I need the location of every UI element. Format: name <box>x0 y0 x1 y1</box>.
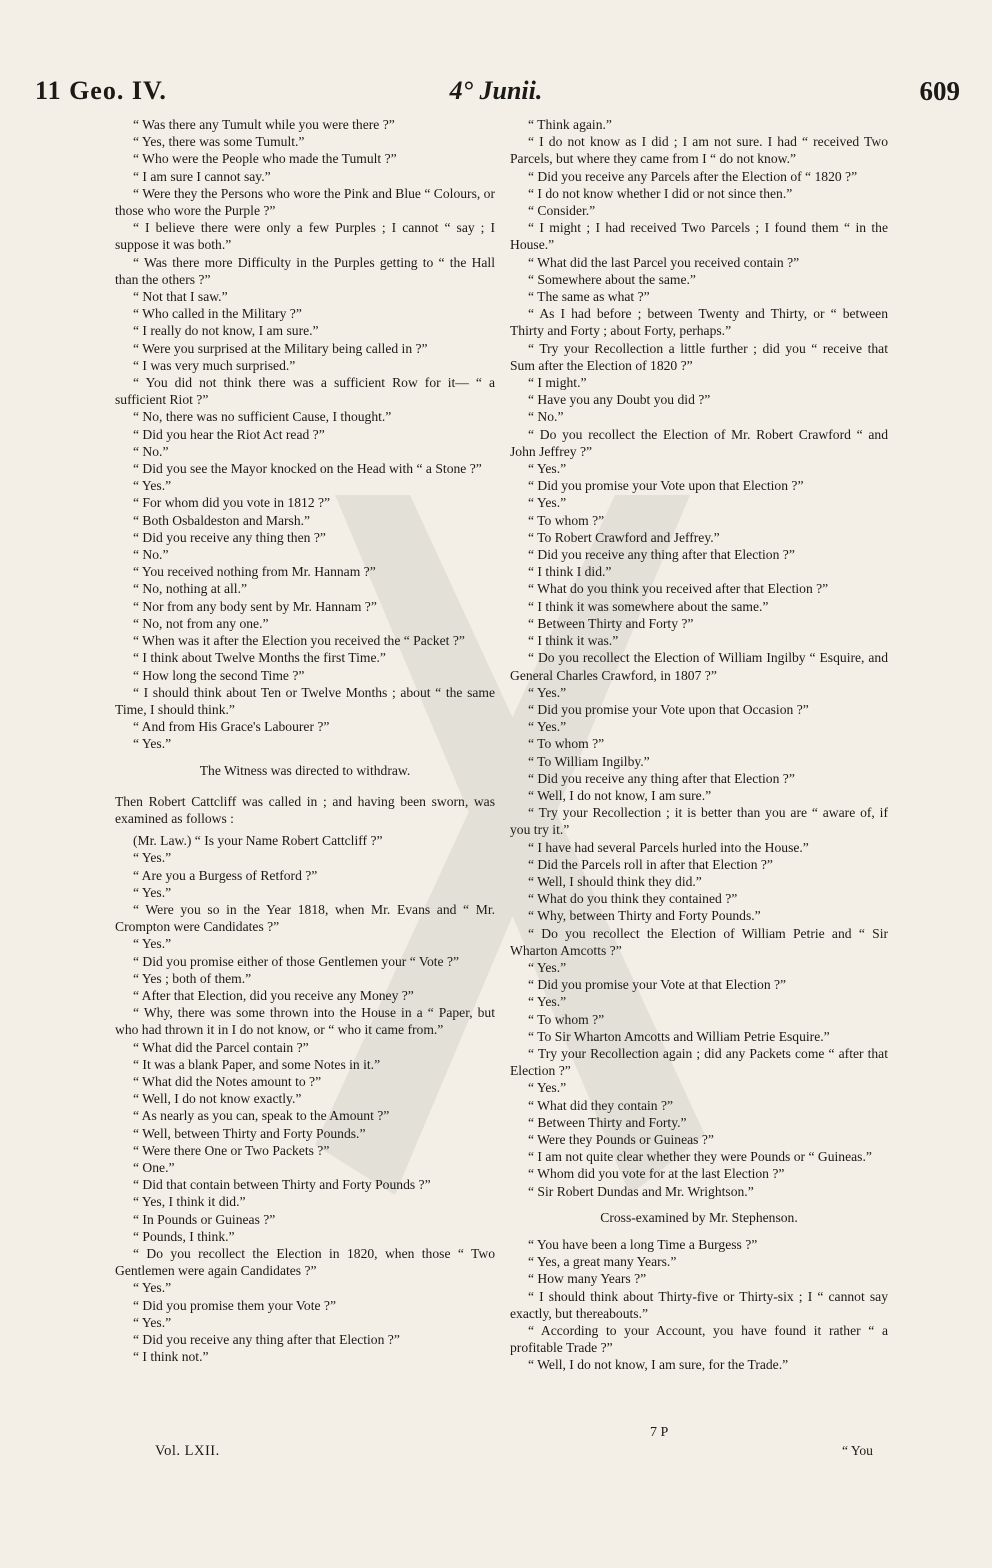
paragraph: “ Yes.” <box>528 461 567 477</box>
paragraph: “ Somewhere about the same.” <box>528 271 696 287</box>
paragraph: “ As nearly as you can, speak to the Amount ?” <box>133 1108 390 1124</box>
paragraph: “ Yes.” <box>133 1280 172 1296</box>
paragraph: “ To Sir Wharton Amcotts and William Petrie Esquire.” <box>528 1028 830 1044</box>
paragraph: “ No.” <box>133 547 169 563</box>
paragraph: “ How many Years ?” <box>528 1271 647 1287</box>
paragraph: “ Pounds, I think.” <box>133 1228 235 1244</box>
paragraph: “ After that Election, did you receive any Money ?” <box>133 987 414 1003</box>
right-column <box>510 116 888 1374</box>
catchword: “ You <box>842 1443 873 1458</box>
paragraph: “ What did the Parcel contain ?” <box>133 1039 309 1055</box>
paragraph: “ I think about Twelve Months the first Time.” <box>133 650 386 666</box>
paragraph: “ You have been a long Time a Burgess ?” <box>528 1237 758 1252</box>
paragraph: “ Try your Recollection a little further ; did you “ receive that Sum after the Election of 1820 ?” <box>510 340 888 373</box>
paragraph: “ Who were the People who made the Tumult ?” <box>133 151 397 167</box>
paragraph: “ Did you receive any thing after that Election ?” <box>528 770 795 786</box>
paragraph: “ How long the second Time ?” <box>133 667 305 683</box>
paragraph: “ Nor from any body sent by Mr. Hannam ?” <box>133 598 377 614</box>
paragraph: Cross-examined by Mr. Stephenson. <box>600 1209 798 1225</box>
paragraph: “ I am not quite clear whether they were Pounds or “ Guineas.” <box>528 1149 872 1165</box>
paragraph: “ Did you promise your Vote at that Election ?” <box>528 977 787 993</box>
paragraph: “ Do you recollect the Election of William Ingilby “ Esquire, and General Charles Crawford, in 1807 ?” <box>510 650 888 683</box>
paragraph: “ Did you promise them your Vote ?” <box>133 1297 336 1313</box>
paragraph: “ Did you receive any thing after that Election ?” <box>133 1332 400 1348</box>
paragraph: “ I really do not know, I am sure.” <box>133 323 319 339</box>
paragraph: “ No, there was no sufficient Cause, I thought.” <box>133 409 392 425</box>
paragraph: “ Were there One or Two Packets ?” <box>133 1142 330 1158</box>
paragraph: “ No, not from any one.” <box>133 615 269 631</box>
paragraph: “ Were you surprised at the Military being called in ?” <box>133 340 428 356</box>
paragraph: “ Was there any Tumult while you were there ?” <box>133 117 395 132</box>
paragraph: “ Do you recollect the Election of William Petrie and “ Sir Wharton Amcotts ?” <box>510 925 888 958</box>
paragraph: “ Yes.” <box>133 884 172 900</box>
paragraph: “ Did you receive any thing then ?” <box>133 529 326 545</box>
paragraph: “ Yes, I think it did.” <box>133 1194 246 1210</box>
paragraph: “ Yes, a great many Years.” <box>528 1254 677 1270</box>
paragraph: “ No, nothing at all.” <box>133 581 248 597</box>
paragraph: “ Yes.” <box>528 684 567 700</box>
paragraph: “ I should think about Ten or Twelve Months ; about “ the same Time, I should think.” <box>115 684 495 717</box>
paragraph: “ Well, between Thirty and Forty Pounds.” <box>133 1125 366 1141</box>
paragraph: “ Were they Pounds or Guineas ?” <box>528 1131 714 1147</box>
paragraph: “ It was a blank Paper, and some Notes in it.” <box>133 1056 381 1072</box>
paragraph: “ I think I did.” <box>528 564 612 580</box>
paragraph: “ You did not think there was a sufficient Row for it— “ a sufficient Riot ?” <box>115 375 495 408</box>
paragraph: “ I might ; I had received Two Parcels ; I found them “ in the House.” <box>510 220 888 253</box>
paragraph: “ Yes.” <box>528 959 567 975</box>
paragraph: “ Did the Parcels roll in after that Election ?” <box>528 856 773 872</box>
paragraph: “ Think again.” <box>528 117 612 132</box>
date-heading: 4° Junii. <box>449 76 543 105</box>
paragraph: “ I think it was.” <box>528 633 619 649</box>
paragraph: “ What do you think you received after that Election ?” <box>528 581 829 597</box>
paragraph: “ You received nothing from Mr. Hannam ?” <box>133 564 376 580</box>
paragraph: “ Yes.” <box>133 478 172 494</box>
paragraph: “ Yes.” <box>528 495 567 511</box>
paragraph: “ Consider.” <box>528 203 596 219</box>
paragraph: “ When was it after the Election you received the “ Packet ?” <box>133 633 465 649</box>
paragraph: “ Try your Recollection ; it is better than you are “ aware of, if you try it.” <box>510 805 888 838</box>
paragraph: The Witness was directed to withdraw. <box>199 762 411 778</box>
paragraph: “ Did you receive any Parcels after the Election of “ 1820 ?” <box>528 168 858 184</box>
paragraph: “ I think not.” <box>133 1349 209 1365</box>
paragraph: “ I do not know as I did ; I am not sure. I had “ received Two Parcels, but where they came from I “ do not know.” <box>510 134 888 167</box>
paragraph: “ What do you think they contained ?” <box>528 891 738 907</box>
paragraph: “ Well, I do not know, I am sure.” <box>528 787 712 803</box>
paragraph: “ Was there more Difficulty in the Purples getting to “ the Hall than the others ?” <box>115 254 495 287</box>
paragraph: “ To Robert Crawford and Jeffrey.” <box>528 529 720 545</box>
paragraph: “ Why, between Thirty and Forty Pounds.” <box>528 908 761 924</box>
paragraph: “ I do not know whether I did or not since then.” <box>528 185 793 201</box>
paragraph: “ Yes.” <box>133 850 172 866</box>
paragraph: “ The same as what ?” <box>528 289 650 305</box>
paragraph: “ Were you so in the Year 1818, when Mr. Evans and “ Mr. Crompton were Candidates ?” <box>115 901 495 935</box>
paragraph: “ Between Thirty and Forty ?” <box>528 615 694 631</box>
paragraph: (Mr. Law.) “ Is your Name Robert Cattcliff ?” <box>133 833 383 849</box>
paragraph: “ To whom ?” <box>528 736 605 752</box>
paragraph: “ No.” <box>528 409 564 425</box>
paragraph: “ According to your Account, you have found it rather “ a profitable Trade ?” <box>510 1323 888 1356</box>
paragraph: “ Did you promise either of those Gentlemen your “ Vote ?” <box>133 953 460 969</box>
paragraph: “ Did you hear the Riot Act read ?” <box>133 426 325 442</box>
paragraph: “ Both Osbaldeston and Marsh.” <box>133 512 311 528</box>
paragraph: “ To whom ?” <box>528 512 605 528</box>
paragraph: “ Not that I saw.” <box>133 289 228 305</box>
paragraph: “ Are you a Burgess of Retford ?” <box>133 867 318 883</box>
paragraph: “ Between Thirty and Forty.” <box>528 1114 687 1130</box>
paragraph: “ What did the Notes amount to ?” <box>133 1073 322 1089</box>
paragraph: “ I think it was somewhere about the same.” <box>528 598 769 614</box>
paragraph: “ Did you see the Mayor knocked on the Head with “ a Stone ?” <box>133 461 482 477</box>
paragraph: “ Do you recollect the Election in 1820, when those “ Two Gentlemen were again Candidates ?” <box>115 1246 495 1279</box>
page-header <box>0 76 992 116</box>
paragraph: “ Have you any Doubt you did ?” <box>528 392 711 408</box>
paragraph: “ To whom ?” <box>528 1011 605 1027</box>
paragraph: “ Yes.” <box>528 719 567 735</box>
paragraph: “ And from His Grace's Labourer ?” <box>133 719 330 735</box>
regnal-year: 11 Geo. IV. <box>35 76 167 105</box>
paragraph: “ Did that contain between Thirty and Forty Pounds ?” <box>133 1177 431 1193</box>
paragraph: “ Well, I do not know exactly.” <box>133 1091 302 1107</box>
paragraph: “ Who called in the Military ?” <box>133 306 302 322</box>
paragraph: “ What did the last Parcel you received contain ?” <box>528 254 800 270</box>
paragraph: “ Well, I should think they did.” <box>528 873 702 889</box>
paragraph: “ Yes.” <box>133 736 172 752</box>
paragraph: “ I was very much surprised.” <box>133 357 296 373</box>
volume-label: Vol. LXII. <box>155 1443 220 1459</box>
paragraph: “ For whom did you vote in 1812 ?” <box>133 495 331 511</box>
page-number: 609 <box>919 76 960 106</box>
paragraph: “ In Pounds or Guineas ?” <box>133 1211 276 1227</box>
left-column <box>115 116 495 1365</box>
paragraph: “ Did you receive any thing after that Election ?” <box>528 547 795 563</box>
paragraph: “ Sir Robert Dundas and Mr. Wrightson.” <box>528 1183 754 1199</box>
paragraph: “ What did they contain ?” <box>528 1097 674 1113</box>
paragraph: “ No.” <box>133 443 169 459</box>
paragraph: “ Well, I do not know, I am sure, for the Trade.” <box>528 1357 789 1373</box>
paragraph: “ I am sure I cannot say.” <box>133 168 271 184</box>
paragraph: “ Did you promise your Vote upon that Occasion ?” <box>528 701 809 717</box>
paragraph: “ Try your Recollection again ; did any Packets come “ after that Election ?” <box>510 1045 888 1079</box>
paragraph: Then Robert Cattcliff was called in ; and having been sworn, was examined as follows : <box>115 793 495 826</box>
paragraph: “ Why, there was some thrown into the House in a “ Paper, but who had thrown it in I do not know, or “ who it came from.” <box>115 1005 495 1038</box>
paragraph: “ Yes.” <box>133 1314 172 1330</box>
paragraph: “ As I had before ; between Twenty and Thirty, or “ between Thirty and Forty ; about Forty, perhaps.” <box>510 306 888 339</box>
paragraph: “ Yes, there was some Tumult.” <box>133 134 305 150</box>
paragraph: “ Yes.” <box>528 1080 567 1096</box>
paragraph: “ I believe there were only a few Purples ; I cannot “ say ; I suppose it was both.” <box>115 220 495 253</box>
paragraph: “ Do you recollect the Election of Mr. Robert Crawford “ and John Jeffrey ?” <box>510 426 888 459</box>
paragraph: “ Yes.” <box>133 936 172 952</box>
signature-mark: 7 P <box>650 1425 669 1440</box>
paragraph: “ Were they the Persons who wore the Pink and Blue “ Colours, or those who wore the Purple ?” <box>115 185 495 219</box>
paragraph: “ Whom did you vote for at the last Election ?” <box>528 1166 785 1182</box>
paragraph: “ Did you promise your Vote upon that Election ?” <box>528 478 804 494</box>
paragraph: “ I have had several Parcels hurled into the House.” <box>528 839 809 855</box>
paragraph: “ Yes.” <box>528 994 567 1010</box>
paragraph: “ One.” <box>133 1159 175 1175</box>
paragraph: “ To William Ingilby.” <box>528 753 650 769</box>
paragraph: “ I might.” <box>528 375 587 391</box>
paragraph: “ I should think about Thirty-five or Thirty-six ; I “ cannot say exactly, but thereabouts.” <box>510 1288 888 1321</box>
paragraph: “ Yes ; both of them.” <box>133 970 252 986</box>
